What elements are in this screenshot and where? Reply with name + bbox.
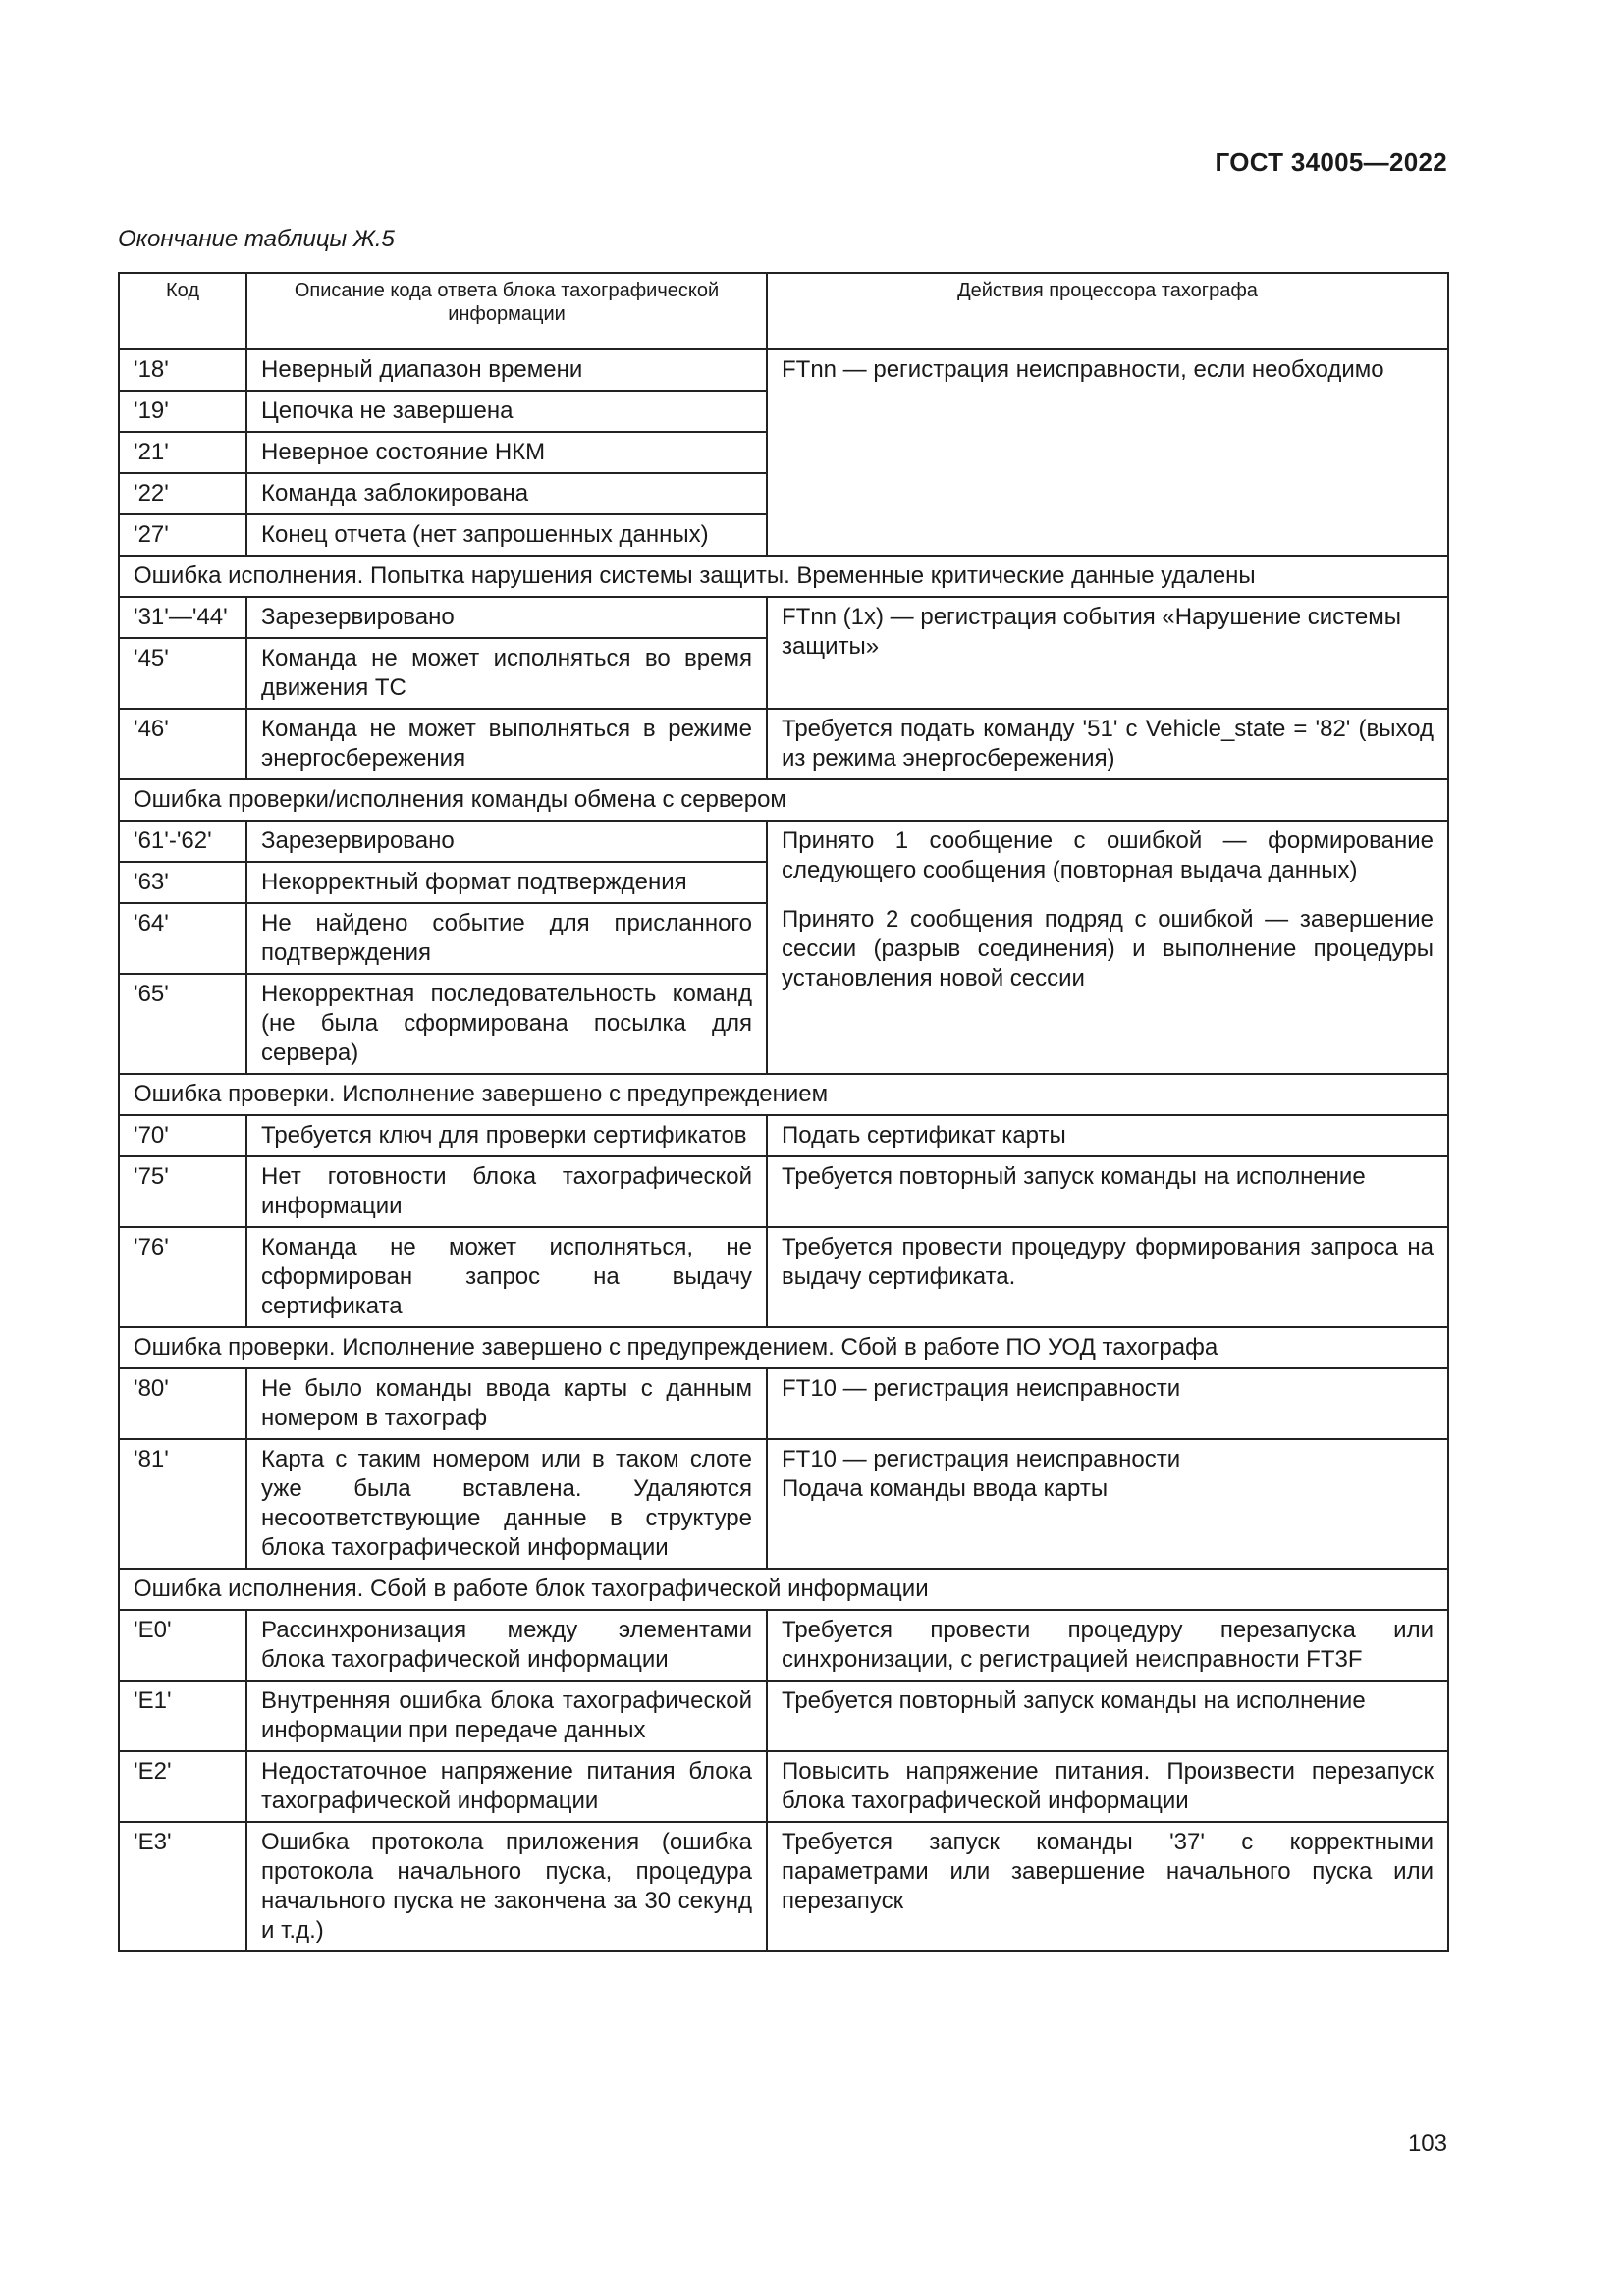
- code-cell: '75': [119, 1156, 246, 1227]
- code-cell: '76': [119, 1227, 246, 1327]
- code-cell: '61'-'62': [119, 821, 246, 862]
- section-row: [119, 1569, 1448, 1610]
- table-row: [119, 1156, 1448, 1227]
- description-cell: Команда не может выполняться в режиме энергосбережения: [246, 709, 767, 779]
- section-row: [119, 1074, 1448, 1115]
- action-cell: FTnn (1x) — регистрация события «Нарушение системы защиты»: [767, 597, 1448, 709]
- table-row: [119, 1751, 1448, 1822]
- standard-code: ГОСТ 34005—2022: [1215, 147, 1447, 177]
- code-cell: '64': [119, 903, 246, 974]
- section-row: [119, 779, 1448, 821]
- description-cell: Некорректная последовательность команд (не была сформирована посылка для сервера): [246, 974, 767, 1074]
- table-row: [119, 349, 1448, 391]
- section-row: [119, 1327, 1448, 1368]
- code-cell: 'E2': [119, 1751, 246, 1822]
- description-cell: Неверный диапазон времени: [246, 349, 767, 391]
- table-caption: Окончание таблицы Ж.5: [118, 226, 395, 252]
- action-cell: Требуется провести процедуру формирования запроса на выдачу сертификата.: [767, 1227, 1448, 1327]
- description-cell: Не было команды ввода карты с данным номером в тахограф: [246, 1368, 767, 1439]
- table-row: [119, 1822, 1448, 1951]
- description-cell: Нет готовности блока тахографической информации: [246, 1156, 767, 1227]
- description-cell: Ошибка протокола приложения (ошибка протокола начального пуска, процедура начального пуска не закончена за 30 секунд и т.д.): [246, 1822, 767, 1951]
- description-cell: Внутренняя ошибка блока тахографической информации при передаче данных: [246, 1681, 767, 1751]
- header-actions: Действия процессора тахографа: [767, 273, 1448, 349]
- description-cell: Зарезервировано: [246, 597, 767, 638]
- table-row: [119, 1115, 1448, 1156]
- code-cell: 'E1': [119, 1681, 246, 1751]
- description-cell: Команда не может исполняться во время движения ТС: [246, 638, 767, 709]
- description-cell: Карта с таким номером или в таком слоте уже была вставлена. Удаляются несоответствующие данные в структуре блока тахографической информации: [246, 1439, 767, 1569]
- section-heading: Ошибка исполнения. Сбой в работе блок тахографической информации: [119, 1569, 1448, 1610]
- section-heading: Ошибка проверки/исполнения команды обмена с сервером: [119, 779, 1448, 821]
- code-cell: '31'—'44': [119, 597, 246, 638]
- description-cell: Недостаточное напряжение питания блока тахографической информации: [246, 1751, 767, 1822]
- description-cell: Конец отчета (нет запрошенных данных): [246, 514, 767, 556]
- table-row: [119, 1227, 1448, 1327]
- action-text: Принято 2 сообщения подряд с ошибкой — завершение сессии (разрыв соединения) и выполнение процедуры установления новой сессии: [782, 906, 1434, 991]
- table-row: [119, 1681, 1448, 1751]
- action-text: Принято 1 сообщение с ошибкой — формирование следующего сообщения (повторная выдача данных): [782, 828, 1434, 883]
- code-cell: '18': [119, 349, 246, 391]
- code-cell: '21': [119, 432, 246, 473]
- description-cell: Неверное состояние НКМ: [246, 432, 767, 473]
- action-cell: Требуется запуск команды '37' с корректными параметрами или завершение начального пуска или перезапуск: [767, 1822, 1448, 1951]
- page-number: 103: [1407, 2130, 1447, 2157]
- section-heading: Ошибка проверки. Исполнение завершено с предупреждением: [119, 1074, 1448, 1115]
- table-row: [119, 821, 1448, 862]
- code-cell: '45': [119, 638, 246, 709]
- description-cell: Некорректный формат подтверждения: [246, 862, 767, 903]
- action-text: FT10 — регистрация неисправности: [782, 1446, 1181, 1472]
- code-cell: '81': [119, 1439, 246, 1569]
- description-cell: Требуется ключ для проверки сертификатов: [246, 1115, 767, 1156]
- action-cell: FT10 — регистрация неисправности: [767, 1368, 1448, 1439]
- code-cell: '22': [119, 473, 246, 514]
- code-cell: '27': [119, 514, 246, 556]
- code-cell: '63': [119, 862, 246, 903]
- code-cell: '65': [119, 974, 246, 1074]
- code-cell: '19': [119, 391, 246, 432]
- table-row: [119, 1439, 1448, 1569]
- header-code: Код: [119, 273, 246, 349]
- response-codes-table: [118, 272, 1449, 1952]
- action-cell: [767, 821, 1448, 1074]
- section-heading: Ошибка исполнения. Попытка нарушения системы защиты. Временные критические данные удалены: [119, 556, 1448, 597]
- description-cell: Команда не может исполняться, не сформирован запрос на выдачу сертификата: [246, 1227, 767, 1327]
- table-row: [119, 709, 1448, 779]
- table-row: [119, 1610, 1448, 1681]
- action-cell: Подать сертификат карты: [767, 1115, 1448, 1156]
- description-cell: Цепочка не завершена: [246, 391, 767, 432]
- action-cell: Требуется повторный запуск команды на исполнение: [767, 1156, 1448, 1227]
- header-description: Описание кода ответа блока тахографической информации: [246, 273, 767, 349]
- description-cell: Команда заблокирована: [246, 473, 767, 514]
- code-cell: 'E0': [119, 1610, 246, 1681]
- code-cell: '46': [119, 709, 246, 779]
- table-row: [119, 597, 1448, 638]
- section-heading: Ошибка проверки. Исполнение завершено с предупреждением. Сбой в работе ПО УОД тахографа: [119, 1327, 1448, 1368]
- description-cell: Рассинхронизация между элементами блока тахографической информации: [246, 1610, 767, 1681]
- action-cell: [767, 1439, 1448, 1569]
- action-cell: FTnn — регистрация неисправности, если необходимо: [767, 349, 1448, 556]
- action-text: Подача команды ввода карты: [782, 1475, 1109, 1502]
- code-cell: 'E3': [119, 1822, 246, 1951]
- action-cell: Повысить напряжение питания. Произвести перезапуск блока тахографической информации: [767, 1751, 1448, 1822]
- description-cell: Не найдено событие для присланного подтверждения: [246, 903, 767, 974]
- code-cell: '70': [119, 1115, 246, 1156]
- table-header-row: [119, 273, 1448, 349]
- section-row: [119, 556, 1448, 597]
- description-cell: Зарезервировано: [246, 821, 767, 862]
- code-cell: '80': [119, 1368, 246, 1439]
- table-row: [119, 1368, 1448, 1439]
- action-cell: Требуется повторный запуск команды на исполнение: [767, 1681, 1448, 1751]
- action-cell: Требуется подать команду '51' с Vehicle_state = '82' (выход из режима энергосбережения): [767, 709, 1448, 779]
- action-cell: Требуется провести процедуру перезапуска или синхронизации, с регистрацией неисправности FT3F: [767, 1610, 1448, 1681]
